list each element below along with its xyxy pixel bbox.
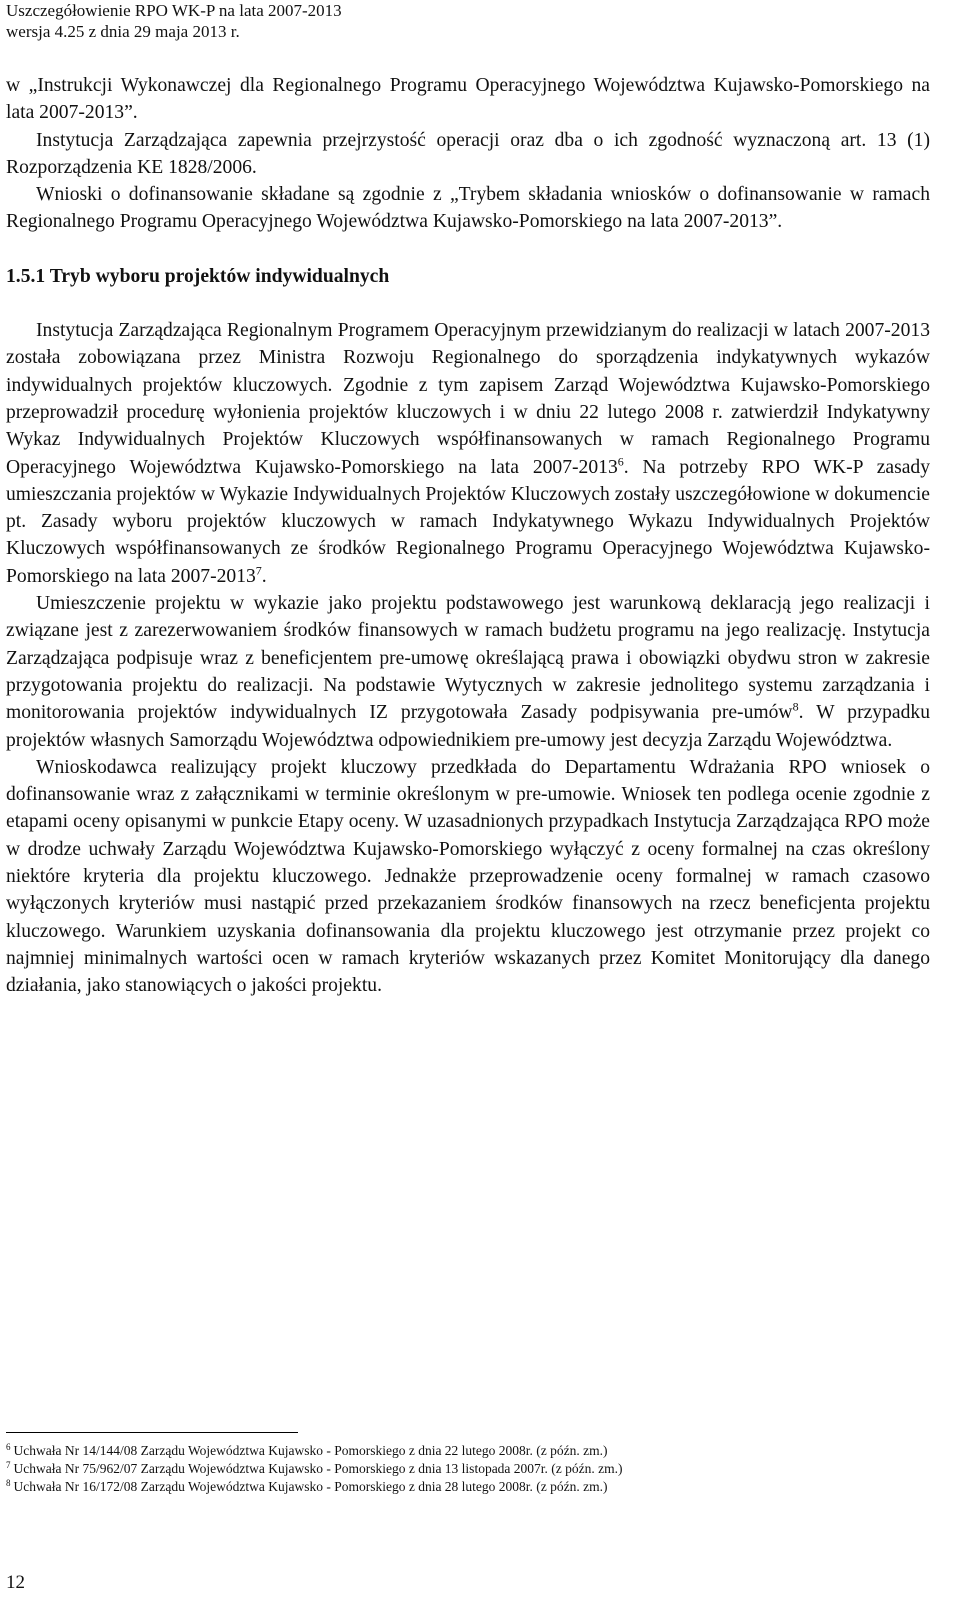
- paragraph-text: . W przypadku projektów własnych Samorządu Województwa odpowiednikiem pre-umowy jest decyzja Zarządu Województwa.: [6, 702, 930, 751]
- header-title: Uszczegółowienie RPO WK-P na lata 2007-2013: [6, 1, 342, 20]
- paragraph-text: . Na potrzeby RPO WK-P zasady umieszczania projektów w Wykazie Indywidualnych Projektów Kluczowych zostały uszczegółowione w dokumencie pt. Zasady wyboru projektów kluczowych w ramach Indykatywnego Wykazu Indywidualnych Projektów Kluczowych współfinansowanych ze środków Regionalnego Programu Operacyjnego Województwa Kujawsko-Pomorskiego na lata 2007-2013: [6, 456, 931, 587]
- intro-paragraph-1: w „Instrukcji Wykonawczej dla Regionalnego Programu Operacyjnego Województwa Kujawsko-Pomorskiego na lata 2007-2013”.: [6, 75, 930, 124]
- footnote: [6, 1478, 930, 1496]
- footnote-text: Uchwała Nr 14/144/08 Zarządu Województwa Kujawsko - Pomorskiego z dnia 22 lutego 2008r. (z późn. zm.): [13, 1443, 608, 1458]
- footnote-ref: 6: [617, 454, 624, 469]
- paragraph-text: Umieszczenie projektu w wykazie jako projektu podstawowego jest warunkową deklaracją jego realizacji i związane jest z zarezerwowaniem środków finansowych w ramach budżetu programu na jego realizację. Instytucja Zarządzająca podpisuje wraz z beneficjentem pre-umowę określającą prawa i obowiązki obydwu stron w zakresie przygotowania projektu do realizacji. Na podstawie Wytycznych w zakresie jednolitego systemu zarządzania i monitorowania projektów indywidualnych IZ przygotowała Zasady podpisywania pre-umów: [6, 593, 930, 724]
- footnote-text: Uchwała Nr 16/172/08 Zarządu Województwa Kujawsko - Pomorskiego z dnia 28 lutego 2008r. (z późn. zm.): [13, 1479, 608, 1494]
- footnote-number: 6: [6, 1441, 11, 1452]
- section-paragraph-2: [6, 590, 930, 754]
- section-heading: 1.5.1 Tryb wyboru projektów indywidualnych: [6, 265, 390, 287]
- footnote-ref: 8: [792, 699, 799, 714]
- footnote: [6, 1442, 930, 1460]
- footnote-number: 8: [6, 1477, 11, 1488]
- document-header: [6, 0, 342, 42]
- intro-paragraph-2: Instytucja Zarządzająca zapewnia przejrzystość operacji oraz dba o ich zgodność wyznaczoną art. 13 (1) Rozporządzenia KE 1828/2006.: [6, 129, 930, 178]
- section-paragraph-3: Wnioskodawca realizujący projekt kluczowy przedkłada do Departamentu Wdrażania RPO wniosek o dofinansowanie wraz z załącznikami w terminie określonym w pre-umowie. Wniosek ten podlega ocenie zgodnie z etapami oceny opisanymi w punkcie Etapy oceny. W uzasadnionych przypadkach Instytucja Zarządzająca RPO może w drodze uchwały Zarządu Województwa Kujawsko-Pomorskiego wyłączyć z oceny formalnej na czas określony niektóre kryteria dla projektu kluczowego. Jednakże przeprowadzenie oceny formalnej w ramach czasowo wyłączonych kryteriów musi nastąpić przed przekazaniem środków finansowych na rzecz beneficjenta projektu kluczowego. Warunkiem uzyskania dofinansowania dla projektu kluczowego jest otrzymanie przez projekt co najmniej minimalnych wartości ocen w ramach kryteriów wskazanych przez Komitet Monitorujący dla danego działania, jako stanowiących o jakości projektu.: [6, 756, 930, 997]
- footnote: [6, 1460, 930, 1478]
- footnotes: [6, 1442, 930, 1496]
- footnote-separator: [6, 1432, 298, 1433]
- page-number: 12: [6, 1572, 25, 1593]
- paragraph-text: Instytucja Zarządzająca Regionalnym Programem Operacyjnym przewidzianym do realizacji w latach 2007-2013 została zobowiązana przez Ministra Rozwoju Regionalnego do sporządzenia indykatywnych wykazów indywidualnych projektów kluczowych. Zgodnie z tym zapisem Zarząd Województwa Kujawsko-Pomorskiego przeprowadził procedurę wyłonienia projektów kluczowych i w dniu 22 lutego 2008 r. zatwierdził Indykatywny Wykaz Indywidualnych Projektów Kluczowych współfinansowanych w ramach Regionalnego Programu Operacyjnego Województwa Kujawsko-Pomorskiego na lata 2007-2013: [6, 320, 930, 478]
- footnote-text: Uchwała Nr 75/962/07 Zarządu Województwa Kujawsko - Pomorskiego z dnia 13 listopada 2007r. (z późn. zm.): [13, 1461, 623, 1476]
- footnote-number: 7: [6, 1459, 11, 1470]
- section-paragraph-1: [6, 317, 930, 590]
- paragraph-text: .: [261, 565, 267, 587]
- intro-paragraph-3: Wnioski o dofinansowanie składane są zgodnie z „Trybem składania wniosków o dofinansowanie w ramach Regionalnego Programu Operacyjnego Województwa Kujawsko-Pomorskiego na lata 2007-2013”.: [6, 184, 930, 233]
- document-body: [6, 72, 930, 1000]
- footnote-ref: 7: [255, 563, 262, 578]
- header-version: wersja 4.25 z dnia 29 maja 2013 r.: [6, 22, 240, 41]
